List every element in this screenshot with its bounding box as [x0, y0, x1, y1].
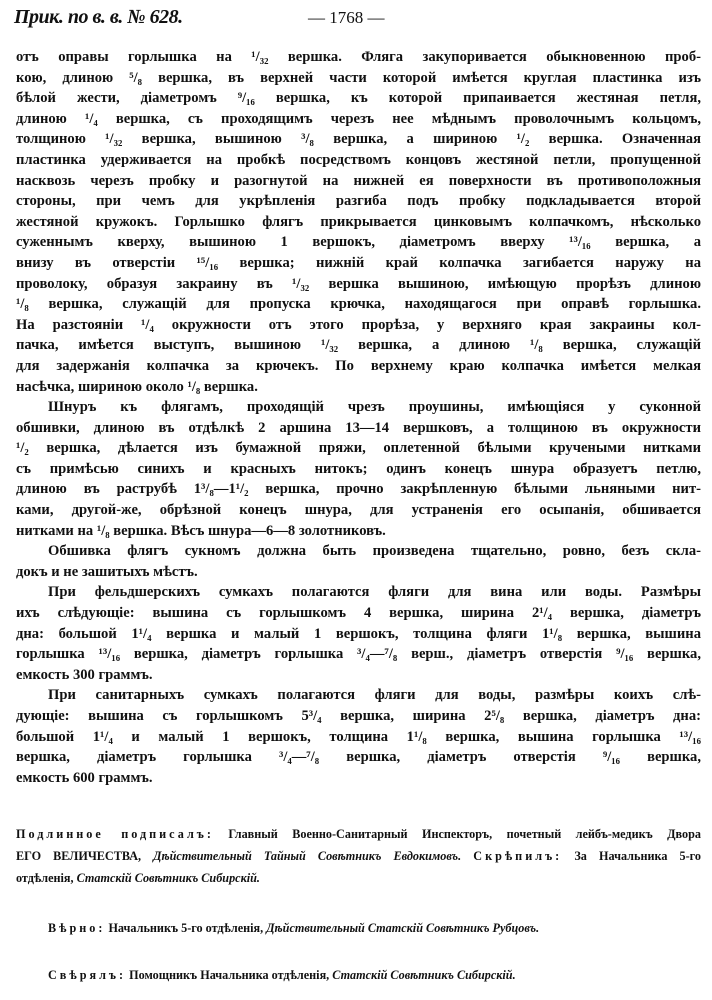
- countersigned-text: отдѣленія,: [16, 871, 77, 885]
- text-line: Шнуръ къ флягамъ, проходящій чрезъ проушины, имѣющіяся у суконной: [48, 399, 701, 416]
- paragraph: [16, 582, 701, 685]
- signature-line: [16, 823, 701, 845]
- signed-text: Главный Военно-Санитарный Инспекторъ, почетный лейбъ-медикъ Двора: [213, 827, 701, 841]
- order-reference: Прик. по в. в. № 628.: [14, 6, 183, 28]
- certified-line: [48, 917, 712, 939]
- text-line: для задержанія колпачка за крючекъ. По верхнему краю колпачка имѣется мелкая: [16, 357, 701, 374]
- text-line: толщиною ¹/₃₂ вершка, вышиною ³/₈ вершка, а шириною ¹/₂ вершка. Означенная: [16, 131, 701, 148]
- text-line: насквозь черезъ пробку и разогнутой на нижней ея поверхности въ противоположныя: [16, 172, 701, 189]
- text-line: длиною въ раструбѣ 1³/₈—1¹/₂ вершка, прочно закрѣпленную бѣлыми льняными нит-: [16, 481, 701, 498]
- signature-line: [16, 845, 701, 867]
- paragraph: [16, 47, 701, 397]
- signed-name: Дѣйствительный Тайный Совѣтникъ Евдокимовъ.: [153, 849, 462, 863]
- text-line: вершка, діаметръ горлышка ³/₄—⁷/₈ вершка, діаметръ отверстія ⁹/₁₆ вершка,: [16, 749, 701, 766]
- text-line: На разстояніи ¹/₄ окружности отъ этого прорѣза, у верхняго края закраины кол-: [16, 316, 701, 333]
- text-line: пачка, имѣется выступъ, вышиною ¹/₃₂ вершка, а длиною ¹/₈ вершка, служащій: [16, 337, 701, 354]
- text-line: ¹/₈ вершка, служащій для пропуска крючка, находящагося при оправѣ горлышка.: [16, 296, 701, 313]
- text-line: При фельдшерскихъ сумкахъ полагаются фляги для вина или воды. Размѣры: [48, 584, 701, 601]
- text-line: горлышка ¹³/₁₆ вершка, діаметръ горлышка ³/₄—⁷/₈ верш., діаметръ отверстія ⁹/₁₆ вершка,: [16, 646, 701, 663]
- countersigned-text: За Начальника 5-го: [562, 849, 702, 863]
- text-line: большой 1¹/₄ и малый 1 вершокъ, толщина 1¹/₈ вершка, вышина горлышка ¹³/₁₆: [16, 728, 701, 745]
- text-line: пластинка удерживается на пробкѣ посредствомъ концовъ жестяной петли, пропущенной: [16, 151, 701, 168]
- text-line: стороны, при чемъ для укрѣпленія разгиба подъ пробку подкладывается второй: [16, 193, 701, 210]
- text-line: бѣлой жести, діаметромъ ⁹/₁₆ вершка, къ которой припаивается жестяная петля,: [16, 90, 701, 107]
- text-line: съ примѣсью синихъ и красныхъ нитокъ; одинъ конецъ шнура образуетъ петлю,: [16, 460, 701, 477]
- text-line: проволоку, образуя закраину въ ¹/₃₂ вершка вышиною, имѣющую прорѣзъ длиною: [16, 275, 701, 292]
- text-line: отъ оправы горлышка на ¹/₃₂ вершка. Фляга закупоривается обыкновенною проб-: [16, 49, 701, 65]
- text-line: дующіе: вышина съ горлышкомъ 5³/₄ вершка, ширина 2⁵/₈ вершка, діаметръ дна:: [16, 708, 701, 724]
- checked-text: Помощникъ Начальника отдѣленія,: [126, 968, 333, 982]
- text-line: насѣчка, шириною около ¹/₈ вершка.: [16, 378, 258, 395]
- signature-line: [16, 867, 701, 889]
- text-line: ками, другой-же, обрѣзной конецъ шнура, для устраненія его осыпанія, обшивается: [16, 502, 701, 519]
- certified-name: Дѣйствительный Статскій Совѣтникъ Рубцовъ.: [266, 921, 540, 935]
- text-line: жестяной кружокъ. Горлышко флягъ прикрывается цинковымъ колпачкомъ, нѣсколько: [16, 213, 701, 230]
- countersigned-label: Скрѣпилъ:: [473, 849, 563, 863]
- certified-label: Вѣрно:: [48, 921, 106, 935]
- text-line: обшивки, длиною въ отдѣлкѣ 2 аршина 13—14 вершковъ, а толщиною въ окружности: [16, 419, 701, 436]
- text-line: докъ и не зашитыхъ мѣстъ.: [16, 563, 198, 580]
- checked-label: Свѣрялъ:: [48, 968, 127, 982]
- text-line: При санитарныхъ сумкахъ полагаются фляги для воды, размѣры коихъ слѣ-: [48, 687, 701, 704]
- countersigned-name: Статскій Совѣтникъ Сибирскій.: [76, 871, 260, 885]
- paragraph: [16, 397, 701, 541]
- paragraph: [16, 685, 701, 788]
- text-line: емкость 600 граммъ.: [16, 769, 153, 786]
- page-number: — 1768 —: [308, 8, 385, 27]
- text-line: Обшивка флягъ сукномъ должна быть произведена тщательно, ровно, безъ скла-: [48, 543, 701, 560]
- text-line: нитками на ¹/₈ вершка. Вѣсъ шнура—6—8 золотниковъ.: [16, 522, 386, 539]
- text-line: длиною ¹/₄ вершка, съ проходящимъ черезъ нее мѣднымъ проволочнымъ кольцомъ,: [16, 110, 701, 127]
- text-line: внизу въ отверстіи ¹⁵/₁₆ вершка; нижній край колпачка загибается наружу на: [16, 254, 701, 271]
- text-line: емкость 300 граммъ.: [16, 666, 153, 683]
- document-body: [16, 47, 701, 788]
- text-line: дна: большой 1¹/₄ вершка и малый 1 вершокъ, толщина фляги 1¹/₈ вершка, вышина: [16, 625, 701, 642]
- certified-text: Начальникъ 5-го отдѣленія,: [105, 921, 267, 935]
- text-line: кою, длиною ⁵/₈ вершка, въ верхней части которой имѣется круглая пластинка изъ: [16, 69, 701, 86]
- text-line: ихъ слѣдующіе: вышина съ горлышкомъ 4 вершка, ширина 2¹/₄ вершка, діаметръ: [16, 605, 701, 622]
- checked-name: Статскій Совѣтникъ Сибирскій.: [332, 968, 516, 982]
- paragraph: [16, 541, 701, 582]
- text-line: суженнымъ кверху, вышиною 1 вершокъ, діаметромъ вверху ¹³/₁₆ вершка, а: [16, 234, 701, 251]
- text-line: ¹/₂ вершка, дѣлается изъ бумажной пряжи, оплетенной бѣлыми кручеными нитками: [16, 440, 701, 457]
- signature-block: [16, 823, 701, 889]
- signed-text: ЕГО ВЕЛИЧЕСТВА,: [16, 849, 154, 863]
- signed-label: Подлинное подписалъ:: [16, 827, 214, 841]
- checked-line: [48, 964, 712, 986]
